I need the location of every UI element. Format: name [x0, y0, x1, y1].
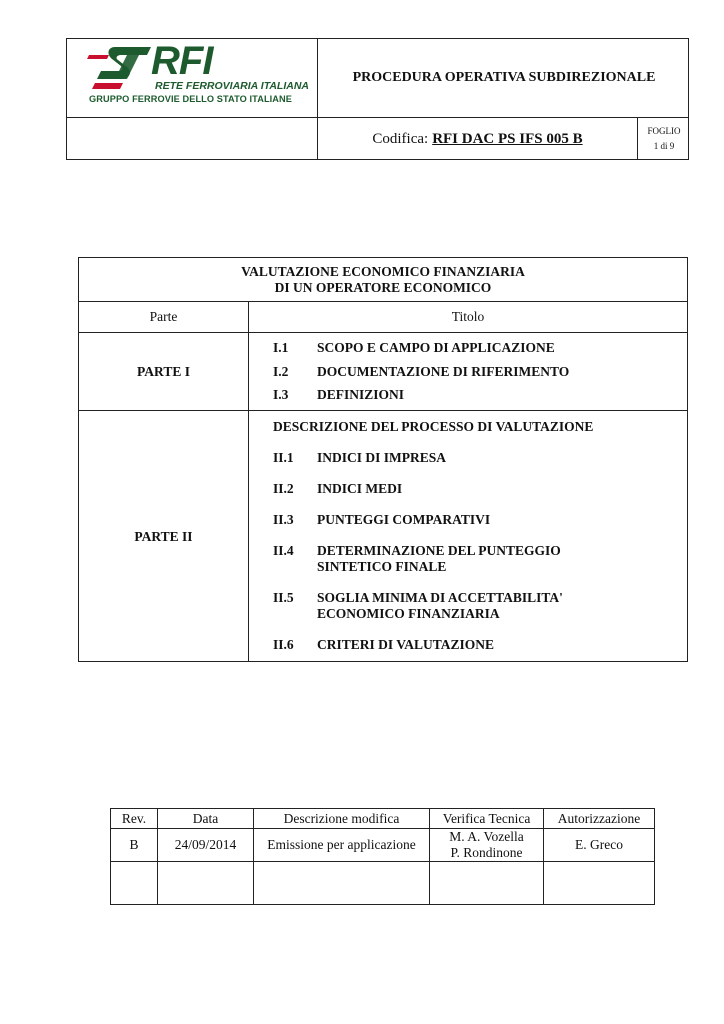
verifica-name: M. A. Vozella — [449, 829, 524, 844]
column-header-parte: Parte — [149, 309, 178, 324]
toc-item-number: II.1 — [273, 450, 294, 465]
column-header-titolo: Titolo — [451, 309, 485, 324]
contents-title-line: DI UN OPERATORE ECONOMICO — [274, 279, 492, 295]
toc-item-number: II.2 — [273, 481, 294, 496]
cell-rev: B — [111, 829, 158, 862]
toc-item-number: II.5 — [273, 590, 294, 605]
toc-item-number: I.3 — [273, 387, 289, 402]
table-row — [111, 862, 655, 905]
toc-item-number: II.6 — [273, 637, 294, 652]
toc-item-title-cont: ECONOMICO FINANZIARIA — [317, 606, 500, 621]
foglio-cell — [638, 118, 690, 160]
contents-title — [79, 258, 687, 302]
toc-item-title: SCOPO E CAMPO DI APPLICAZIONE — [317, 340, 555, 355]
document-header — [66, 38, 689, 160]
cell-descrizione: Emissione per applicazione — [254, 829, 430, 862]
cell-data: 24/09/2014 — [158, 829, 254, 862]
rfi-logo — [87, 39, 309, 107]
codifica-label: Codifica: — [372, 130, 429, 147]
brand-name: RFI — [151, 39, 213, 83]
toc-item-title: DEFINIZIONI — [317, 387, 405, 402]
fs-logo-icon — [87, 45, 153, 91]
toc-item-number: I.1 — [273, 340, 289, 355]
toc-item-title-cont: SINTETICO FINALE — [317, 559, 447, 574]
toc-item-title: DETERMINAZIONE DEL PUNTEGGIO — [317, 543, 561, 558]
foglio-value: 1 di 9 — [653, 141, 675, 151]
cell-autorizzazione: E. Greco — [544, 829, 655, 862]
toc-item-number: II.3 — [273, 512, 294, 527]
toc-item-number: II.4 — [273, 543, 294, 558]
cell-verifica — [430, 829, 544, 862]
column-divider — [248, 302, 249, 662]
contents-table — [78, 257, 688, 662]
cell-rev — [111, 862, 158, 905]
codifica-value: RFI DAC PS IFS 005 B — [432, 130, 583, 147]
toc-item-title: SOGLIA MINIMA DI ACCETTABILITA' — [317, 590, 563, 605]
column-header: Verifica Tecnica — [430, 809, 544, 829]
column-header: Rev. — [111, 809, 158, 829]
cell-autorizzazione — [544, 862, 655, 905]
cell-verifica — [430, 862, 544, 905]
toc-item-title: CRITERI DI VALUTAZIONE — [317, 637, 495, 652]
revision-table — [110, 808, 655, 905]
toc-item-number: I.2 — [273, 364, 289, 379]
toc-item-title: DOCUMENTAZIONE DI RIFERIMENTO — [317, 364, 570, 379]
contents-title-line: VALUTAZIONE ECONOMICO FINANZIARIA — [241, 263, 525, 279]
column-header: Autorizzazione — [544, 809, 655, 829]
toc-heading-text: DESCRIZIONE DEL PROCESSO DI VALUTAZIONE — [273, 419, 594, 434]
table-header-row — [111, 809, 655, 829]
foglio-label: FOGLIO — [647, 126, 681, 136]
verifica-name: P. Rondinone — [450, 845, 523, 860]
procedure-title: PROCEDURA OPERATIVA SUBDIREZIONALE — [352, 70, 656, 85]
cell-data — [158, 862, 254, 905]
part-label: PARTE I — [137, 363, 190, 379]
brand-subtitle: RETE FERROVIARIA ITALIANA — [155, 80, 309, 92]
toc-item-title: INDICI MEDI — [317, 481, 403, 496]
toc-item-title: INDICI DI IMPRESA — [317, 450, 447, 465]
brand-group: GRUPPO FERROVIE DELLO STATO ITALIANE — [89, 94, 293, 104]
table-row — [111, 829, 655, 862]
column-header: Data — [158, 809, 254, 829]
column-header: Descrizione modifica — [254, 809, 430, 829]
toc-item-title: PUNTEGGI COMPARATIVI — [317, 512, 491, 527]
part-label: PARTE II — [134, 528, 193, 544]
cell-descrizione — [254, 862, 430, 905]
codifica-cell — [318, 118, 637, 160]
